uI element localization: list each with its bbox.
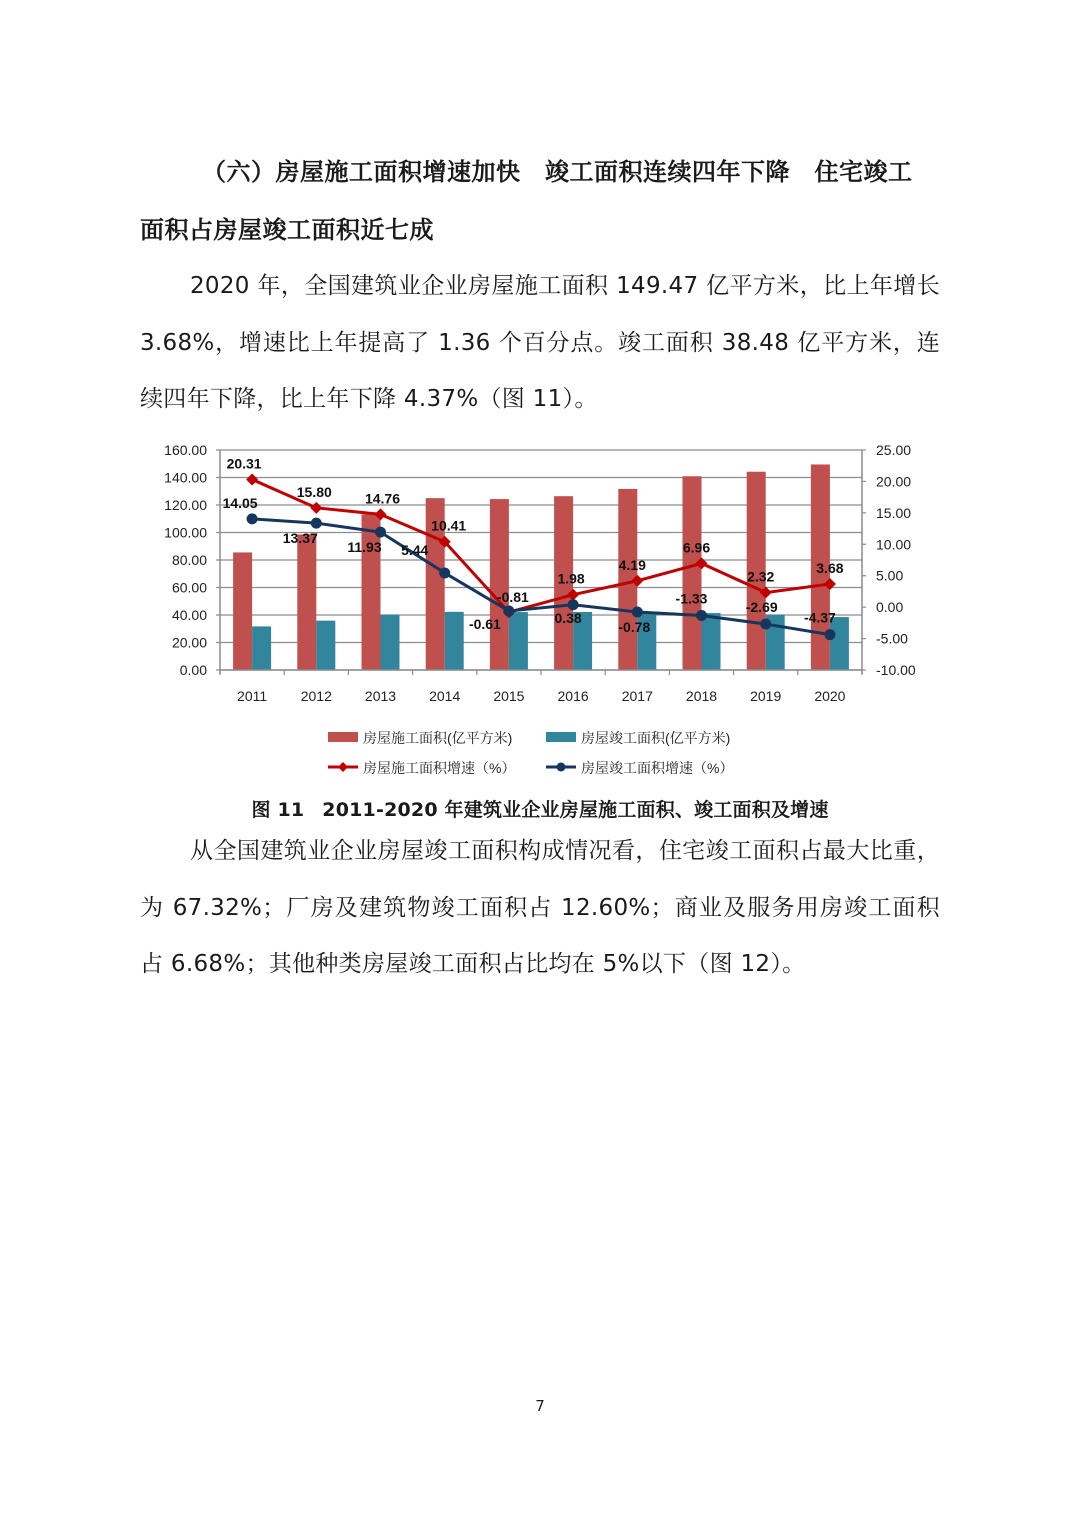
circle-marker <box>503 605 514 616</box>
completion-area-bar <box>445 612 464 670</box>
y-tick-label: 160.00 <box>164 442 207 458</box>
completion-area-bar <box>316 621 335 670</box>
data-label: -0.61 <box>468 615 501 632</box>
paragraph-text: 从全国建筑业企业房屋竣工面积构成情况看，住宅竣工面积占最大比重，为 67.32%；厂房及建筑物竣工面积占 12.60%；商业及服务用房竣工面积占 6.68%；其他种类房屋竣工面积占比均在 5%以下（图 12）。 <box>140 838 940 977</box>
legend-label: 房屋施工面积增速（%） <box>363 760 516 776</box>
circle-marker <box>632 607 643 618</box>
paragraph-completion-composition <box>140 823 940 993</box>
completion-area-bar <box>381 615 400 670</box>
data-label: 11.93 <box>347 539 382 556</box>
y-tick-label: 60.00 <box>171 579 207 596</box>
construction-area-bar <box>490 499 509 670</box>
section-heading-line1: （六）房屋施工面积增速加快 竣工面积连续四年下降 住宅竣工 <box>202 158 913 186</box>
circle-marker <box>760 619 771 630</box>
x-tick-label: 2014 <box>429 688 461 704</box>
legend-marker <box>338 762 348 772</box>
x-axis <box>220 670 862 704</box>
y-tick-label: 40.00 <box>171 607 207 623</box>
diamond-marker <box>310 502 322 514</box>
y2-tick-label: 0.00 <box>876 599 904 616</box>
paragraph-text: 2020 年，全国建筑业企业房屋施工面积 149.47 亿平方米，比上年增长 3.68%，增速比上年提高了 1.36 个百分点。竣工面积 38.48 亿平方米，连续四年下降，比上年下降 4.37%（图 11）。 <box>140 273 940 412</box>
legend-swatch <box>328 732 358 742</box>
figure-title: 2011-2020 年建筑业企业房屋施工面积、竣工面积及增速 <box>322 799 829 821</box>
data-label: 2.32 <box>747 568 775 585</box>
circle-marker <box>311 518 322 529</box>
data-label: -0.81 <box>496 589 529 606</box>
circle-marker <box>696 610 707 621</box>
construction-area-bar <box>683 476 702 670</box>
circle-marker <box>375 527 386 538</box>
legend-item <box>546 730 730 746</box>
x-tick-label: 2015 <box>493 688 525 704</box>
combo-chart-svg <box>140 435 940 795</box>
circle-marker <box>439 567 450 578</box>
data-label: -1.33 <box>675 590 708 607</box>
y2-tick-label: -5.00 <box>876 630 908 647</box>
data-label: -4.37 <box>803 609 836 626</box>
data-label: 4.19 <box>618 556 646 573</box>
y-tick-label: 20.00 <box>171 634 207 651</box>
legend-item <box>328 760 515 776</box>
diamond-marker <box>246 473 258 485</box>
y2-tick-label: 15.00 <box>876 504 912 521</box>
completion-growth-line <box>252 519 830 635</box>
x-tick-label: 2018 <box>685 688 718 704</box>
data-label: 10.41 <box>431 517 467 534</box>
x-tick-label: 2012 <box>300 688 332 704</box>
legend-item <box>546 760 733 776</box>
data-label: 5.44 <box>401 541 429 558</box>
y2-tick-label: 20.00 <box>876 473 912 490</box>
data-label: 14.76 <box>364 490 401 507</box>
data-label: 1.98 <box>557 570 585 587</box>
legend-item <box>328 730 512 746</box>
data-label: 0.38 <box>554 609 582 626</box>
right-y-axis <box>862 442 916 678</box>
x-tick-label: 2011 <box>237 688 268 704</box>
figure-number: 图 11 <box>251 799 305 821</box>
data-label: 6.96 <box>682 539 711 556</box>
completion-area-bar <box>702 613 721 670</box>
legend-swatch <box>546 732 576 742</box>
figure-caption <box>140 795 940 822</box>
x-tick-label: 2020 <box>814 688 846 704</box>
data-label: 14.05 <box>222 494 258 511</box>
y2-tick-label: 5.00 <box>876 567 904 584</box>
figure-11-chart <box>140 435 940 795</box>
x-tick-label: 2017 <box>621 688 653 704</box>
y-tick-label: 80.00 <box>171 552 207 568</box>
circle-marker <box>824 629 835 640</box>
construction-area-bar <box>233 552 252 670</box>
page-number: 7 <box>535 1397 545 1415</box>
legend-label: 房屋竣工面积增速（%） <box>581 760 734 776</box>
y-tick-label: 120.00 <box>164 497 207 513</box>
construction-area-bar <box>362 514 381 670</box>
x-tick-label: 2019 <box>750 688 782 704</box>
chart-legend <box>328 730 733 776</box>
data-label: 15.80 <box>296 483 332 500</box>
y2-tick-label: -10.00 <box>876 662 916 678</box>
completion-area-bar <box>252 626 271 670</box>
y2-tick-label: 10.00 <box>876 536 912 553</box>
section-heading-line2: 面积占房屋竣工面积近七成 <box>140 216 434 244</box>
y-tick-label: 140.00 <box>164 469 207 486</box>
y-tick-label: 100.00 <box>164 524 207 541</box>
data-label: 13.37 <box>282 530 318 547</box>
construction-growth-line <box>252 479 830 612</box>
completion-area-bar <box>509 612 528 670</box>
legend-label: 房屋竣工面积(亿平方米) <box>581 730 731 746</box>
x-tick-label: 2016 <box>557 688 589 704</box>
left-y-axis <box>164 442 220 678</box>
data-label: 20.31 <box>226 455 262 472</box>
y2-tick-label: 25.00 <box>876 442 912 458</box>
construction-area-bar <box>297 534 316 670</box>
circle-marker <box>247 513 258 524</box>
data-label: 3.68 <box>816 560 844 577</box>
legend-marker <box>557 763 566 772</box>
x-tick-label: 2013 <box>364 688 397 704</box>
data-label: -0.78 <box>618 619 651 636</box>
paragraph-construction-area <box>140 258 940 428</box>
legend-label: 房屋施工面积(亿平方米) <box>363 730 513 746</box>
y-tick-label: 0.00 <box>179 662 207 678</box>
data-label: -2.69 <box>745 599 778 616</box>
circle-marker <box>568 599 579 610</box>
